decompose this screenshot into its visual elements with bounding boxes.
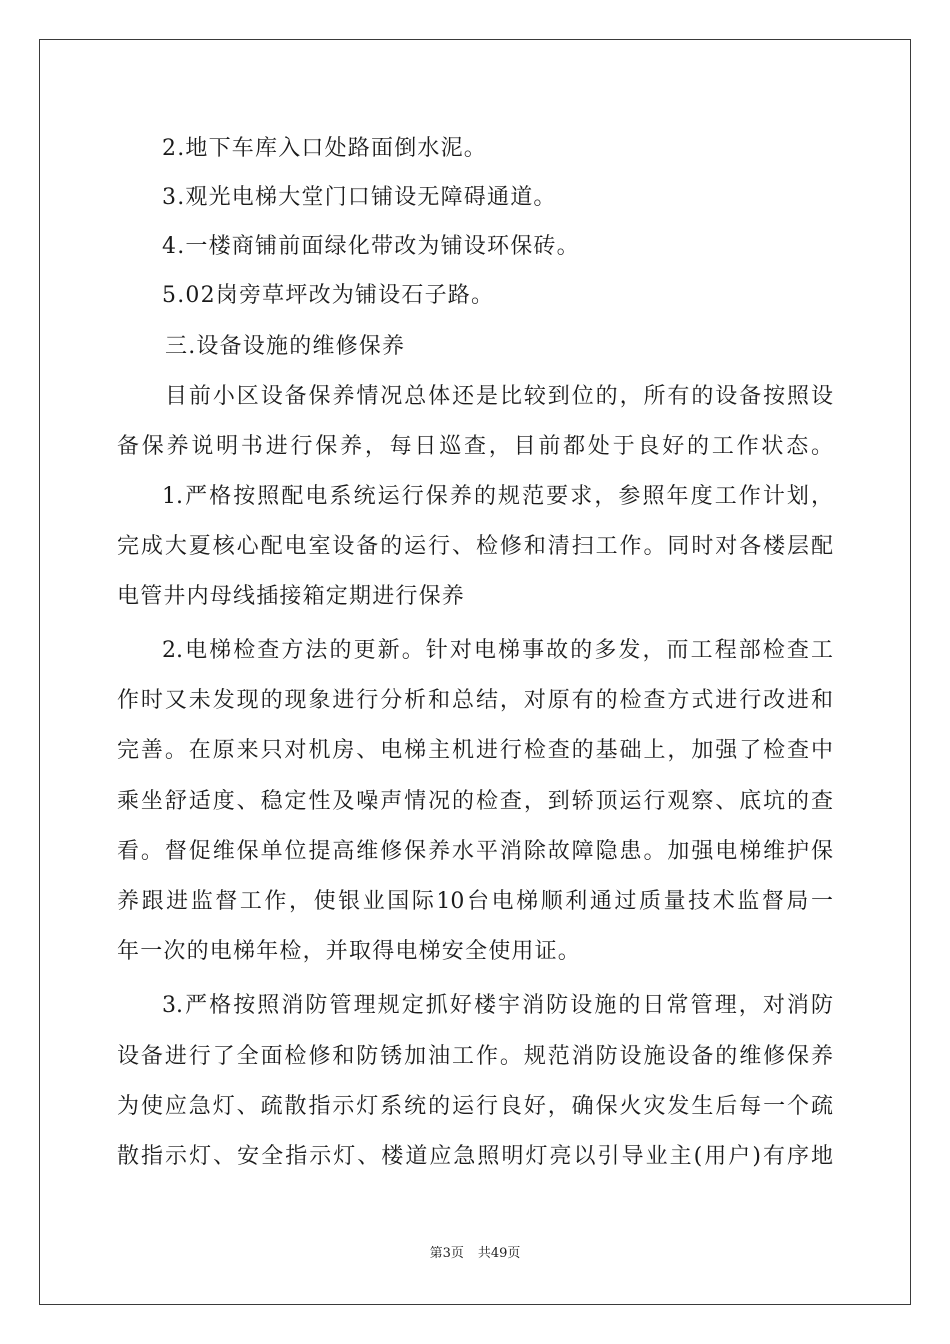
paragraph-line: 散指示灯、安全指示灯、楼道应急照明灯亮以引导业主(用户)有序地 [117, 1144, 833, 1169]
paragraph-line: 年一次的电梯年检，并取得电梯安全使用证。 [117, 939, 582, 964]
paragraph-line: 为使应急灯、疏散指示灯系统的运行良好，确保火灾发生后每一个疏 [117, 1094, 833, 1119]
paragraph-line: 完成大夏核心配电室设备的运行、检修和清扫工作。同时对各楼层配 [117, 534, 833, 559]
page-footer [0, 1245, 950, 1263]
paragraph-line: 2.地下车库入口处路面倒水泥。 [162, 136, 487, 161]
paragraph-line: 备保养说明书进行保养，每日巡查，目前都处于良好的工作状态。 [117, 434, 833, 459]
paragraph-line: 养跟进监督工作，使银业国际10台电梯顺利通过质量技术监督局一 [117, 889, 833, 914]
paragraph-line: 2.电梯检查方法的更新。针对电梯事故的多发，而工程部检查工 [162, 638, 833, 663]
paragraph-line: 3.严格按照消防管理规定抓好楼宇消防设施的日常管理，对消防 [162, 993, 833, 1018]
page-number: 第3页 [429, 1246, 464, 1261]
section-heading: 三.设备设施的维修保养 [165, 334, 406, 359]
paragraph-line: 乘坐舒适度、稳定性及噪声情况的检查，到轿顶运行观察、底坑的查 [117, 789, 833, 814]
paragraph-line: 看。督促维保单位提高维修保养水平消除故障隐患。加强电梯维护保 [117, 839, 833, 864]
page-total: 共49页 [477, 1246, 521, 1261]
paragraph-line: 作时又未发现的现象进行分析和总结，对原有的检查方式进行改进和 [117, 688, 833, 713]
paragraph-line: 5.02岗旁草坪改为铺设石子路。 [162, 283, 495, 308]
paragraph-line: 1.严格按照配电系统运行保养的规范要求，参照年度工作计划， [162, 484, 833, 509]
paragraph-line: 完善。在原来只对机房、电梯主机进行检查的基础上，加强了检查中 [117, 738, 833, 763]
paragraph-line: 设备进行了全面检修和防锈加油工作。规范消防设施设备的维修保养 [117, 1044, 833, 1069]
paragraph-line: 目前小区设备保养情况总体还是比较到位的，所有的设备按照设 [165, 384, 833, 409]
paragraph-line: 电管井内母线插接箱定期进行保养 [117, 584, 466, 609]
paragraph-line: 4.一楼商铺前面绿化带改为铺设环保砖。 [162, 234, 580, 259]
paragraph-line: 3.观光电梯大堂门口铺设无障碍通道。 [162, 185, 557, 210]
